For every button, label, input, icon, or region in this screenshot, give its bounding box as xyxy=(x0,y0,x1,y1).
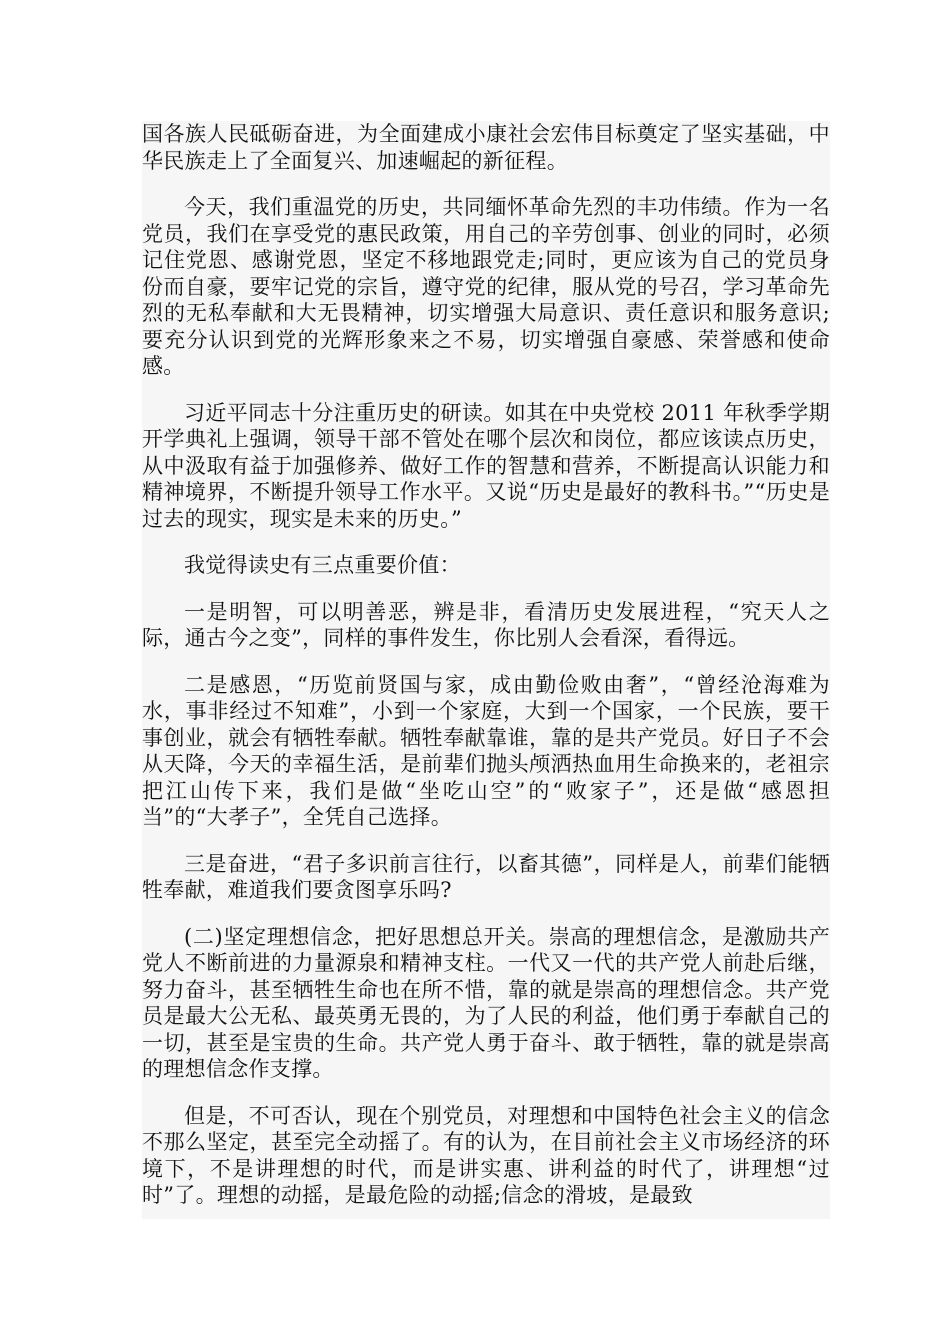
paragraph-however: 但是，不可否认，现在个别党员，对理想和中国特色社会主义的信念不那么坚定，甚至完全动摇了。有的认为，在目前社会主义市场经济的环境下，不是讲理想的时代，而是讲实惠、讲利益的时代了，讲理想“过时”了。理想的动摇，是最危险的动摇;信念的滑坡，是最致 xyxy=(142,1103,830,1207)
paragraph-value-two: 二是感恩，“历览前贤国与家，成由勤俭败由奢”，“曾经沧海难为水，事非经过不知难”，小到一个家庭，大到一个国家，一个民族，要干事创业，就会有牺牲奉献。牺牲奉献靠谁，靠的是共产党员。好日子不会从天降，今天的幸福生活，是前辈们抛头颅洒热血用生命换来的，老祖宗把江山传下来，我们是做“坐吃山空”的“败家子”，还是做“感恩担当”的“大孝子”，全凭自己选择。 xyxy=(142,672,830,829)
paragraph-history-study: 习近平同志十分注重历史的研读。如其在中央党校 2011 年秋季学期开学典礼上强调，领导干部不管处在哪个层次和岗位，都应该读点历史，从中汲取有益于加强修养、做好工作的智慧和营养，不断提高认识能力和精神境界，不断提升领导工作水平。又说“历史是最好的教科书。”“历史是过去的现实，现实是未来的历史。” xyxy=(142,400,830,531)
document-body xyxy=(142,121,830,1219)
paragraph-value-one: 一是明智，可以明善恶，辨是非，看清历史发展进程，“究天人之际，通古今之变”，同样的事件发生，你比别人会看深，看得远。 xyxy=(142,599,830,650)
paragraph-three-values-intro: 我觉得读史有三点重要价值： xyxy=(184,553,461,577)
paragraph-section-two: (二)坚定理想信念，把好思想总开关。崇高的理想信念，是激励共产党人不断前进的力量源泉和精神支柱。一代又一代的共产党人前赴后继，努力奋斗，甚至牺牲生命也在所不惜，靠的就是崇高的理想信念。共产党员是最大公无私、最英勇无畏的，为了人民的利益，他们勇于奉献自己的一切，甚至是宝贵的生命。共产党人勇于奋斗、敢于牺牲，靠的就是崇高的理想信念作支撑。 xyxy=(142,924,830,1081)
paragraph-value-three: 三是奋进，“君子多识前言往行，以畜其德”，同样是人，前辈们能牺牲奉献，难道我们要贪图享乐吗? xyxy=(142,851,830,902)
paragraph-continuation: 国各族人民砥砺奋进，为全面建成小康社会宏伟目标奠定了坚实基础，中华民族走上了全面复兴、加速崛起的新征程。 xyxy=(142,122,830,173)
paragraph-today-reflection: 今天，我们重温党的历史，共同缅怀革命先烈的丰功伟绩。作为一名党员，我们在享受党的惠民政策，用自己的辛劳创事、创业的同时，必须记住党恩、感谢党恩，坚定不移地跟党走;同时，更应该为自己的党员身份而自豪，要牢记党的宗旨，遵守党的纪律，服从党的号召，学习革命先烈的无私奉献和大无畏精神，切实增强大局意识、责任意识和服务意识;要充分认识到党的光辉形象来之不易，切实增强自豪感、荣誉感和使命感。 xyxy=(142,195,830,378)
